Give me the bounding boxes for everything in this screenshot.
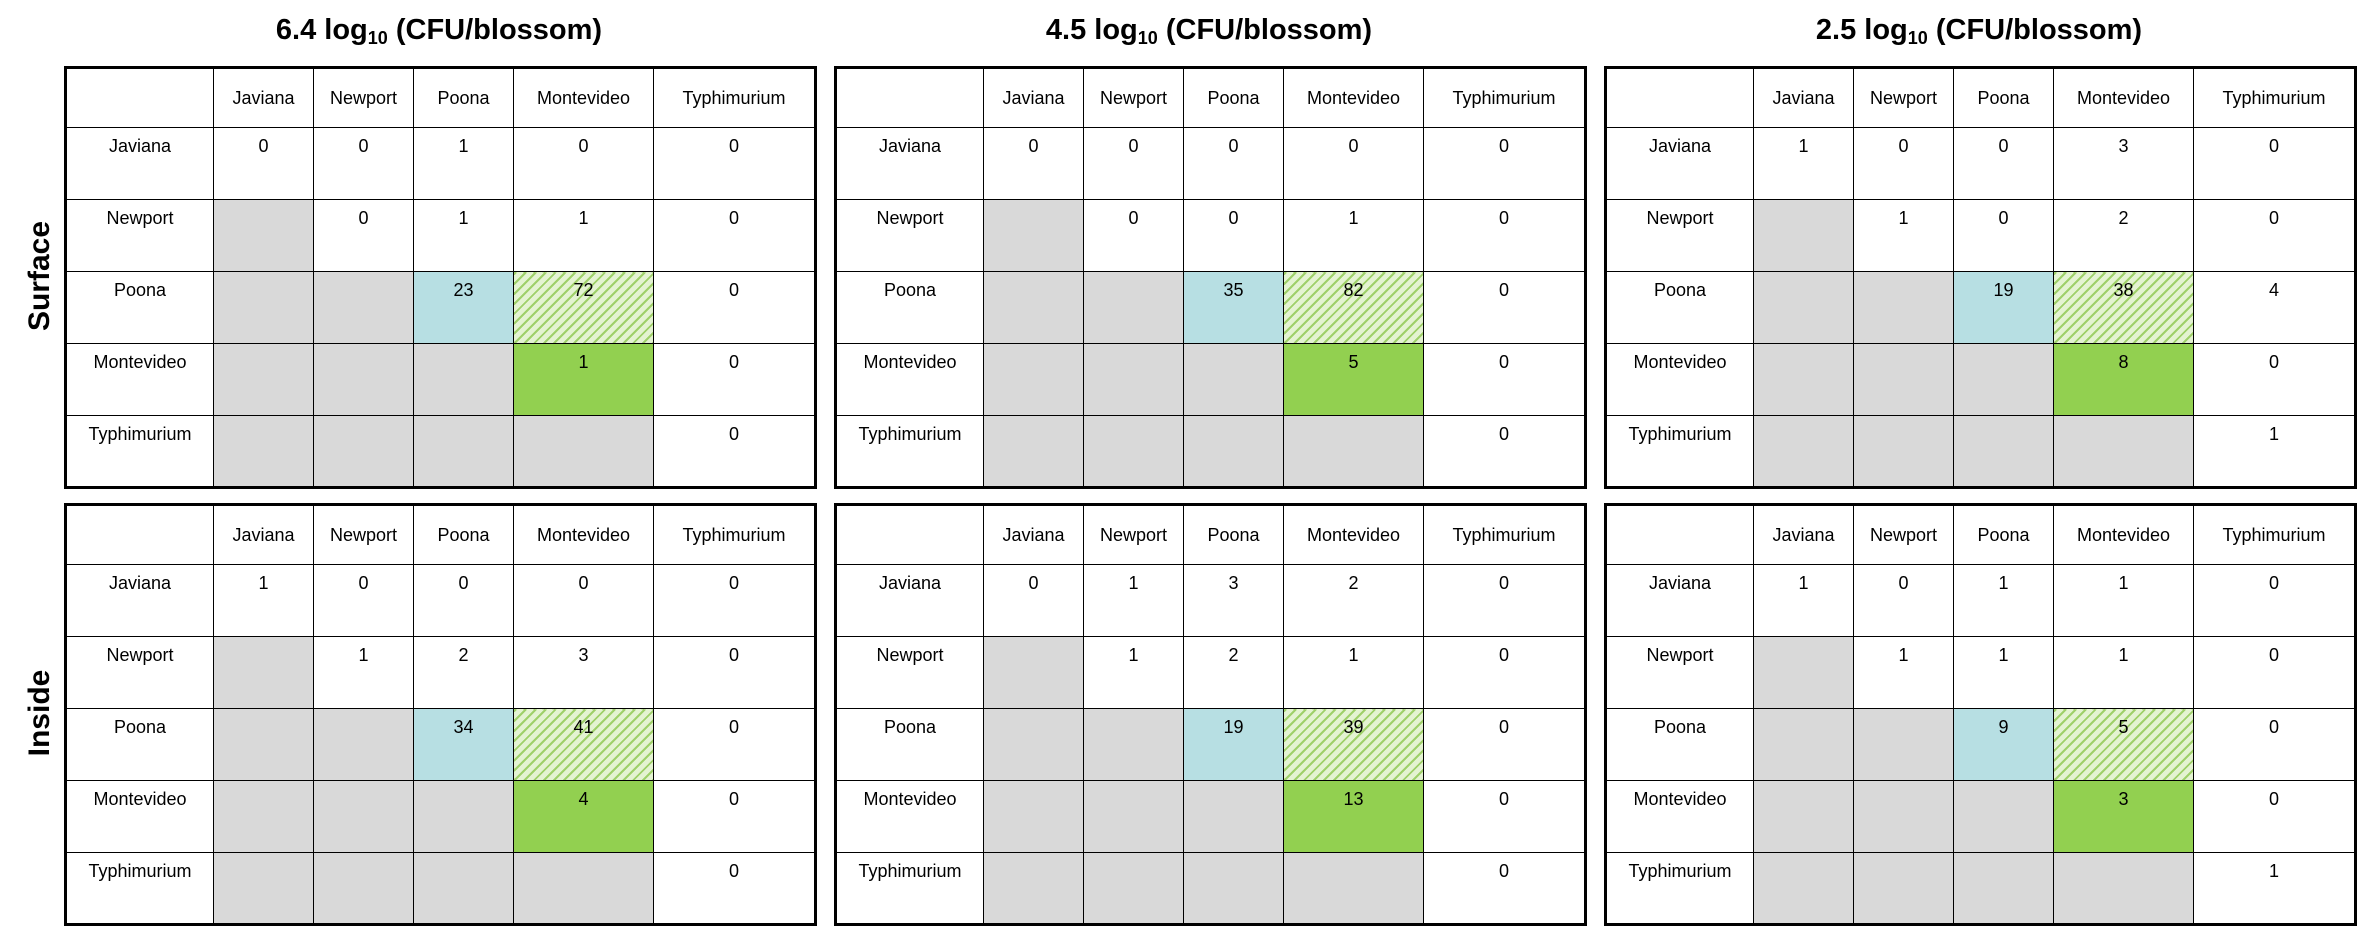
table-cell: 72 xyxy=(514,272,654,344)
table-row xyxy=(1606,781,2356,853)
table-cell: 0 xyxy=(2194,709,2356,781)
table-cell: 0 xyxy=(1424,200,1586,272)
table-row xyxy=(836,781,1586,853)
table-row xyxy=(66,272,816,344)
matrix-panel xyxy=(1604,503,2357,926)
table-cell: 0 xyxy=(654,565,816,637)
table-cell: 1 xyxy=(1084,565,1184,637)
row-header: Newport xyxy=(1606,200,1754,272)
table-cell: 3 xyxy=(514,637,654,709)
empty-cell xyxy=(1084,781,1184,853)
row-header: Montevideo xyxy=(836,344,984,416)
table-row xyxy=(836,128,1586,200)
empty-cell xyxy=(1084,709,1184,781)
table-row xyxy=(66,128,816,200)
table-cell: 0 xyxy=(654,272,816,344)
row-header: Javiana xyxy=(836,565,984,637)
row-header: Poona xyxy=(66,272,214,344)
empty-cell xyxy=(1754,344,1854,416)
table-cell: 2 xyxy=(1184,637,1284,709)
table-row xyxy=(1606,200,2356,272)
column-header: Typhimurium xyxy=(2194,505,2356,565)
table-cell: 0 xyxy=(1954,200,2054,272)
title-suffix: (CFU/blossom) xyxy=(387,14,603,46)
table-cell: 5 xyxy=(1284,344,1424,416)
empty-cell xyxy=(2054,853,2194,925)
empty-cell xyxy=(1754,416,1854,488)
column-header: Newport xyxy=(1854,68,1954,128)
table-cell: 4 xyxy=(514,781,654,853)
row-header: Montevideo xyxy=(1606,781,1754,853)
table-row xyxy=(1606,416,2356,488)
table-cell: 0 xyxy=(1084,128,1184,200)
table-row xyxy=(1606,709,2356,781)
corner-cell xyxy=(1606,68,1754,128)
empty-cell xyxy=(984,416,1084,488)
row-header: Poona xyxy=(66,709,214,781)
table-cell: 0 xyxy=(314,200,414,272)
column-header: Javiana xyxy=(1754,505,1854,565)
empty-cell xyxy=(984,709,1084,781)
row-header: Typhimurium xyxy=(836,416,984,488)
column-header: Javiana xyxy=(984,68,1084,128)
column-header: Typhimurium xyxy=(2194,68,2356,128)
row-header: Javiana xyxy=(66,128,214,200)
column-header: Newport xyxy=(1084,505,1184,565)
empty-cell xyxy=(1754,781,1854,853)
empty-cell xyxy=(214,637,314,709)
column-header: Typhimurium xyxy=(1424,505,1586,565)
empty-cell xyxy=(984,853,1084,925)
empty-cell xyxy=(1954,781,2054,853)
table-row xyxy=(836,272,1586,344)
table-cell: 23 xyxy=(414,272,514,344)
row-header: Poona xyxy=(1606,272,1754,344)
empty-cell xyxy=(1754,709,1854,781)
table-row xyxy=(836,853,1586,925)
matrix-panel xyxy=(64,503,817,926)
empty-cell xyxy=(1854,709,1954,781)
empty-cell xyxy=(314,853,414,925)
corner-cell xyxy=(1606,505,1754,565)
row-header: Montevideo xyxy=(66,344,214,416)
column-header: Newport xyxy=(314,68,414,128)
row-label-inside xyxy=(20,503,60,923)
empty-cell xyxy=(984,781,1084,853)
row-header: Typhimurium xyxy=(66,853,214,925)
corner-cell xyxy=(836,68,984,128)
empty-cell xyxy=(214,344,314,416)
table-cell: 0 xyxy=(654,416,816,488)
row-header: Poona xyxy=(836,709,984,781)
empty-cell xyxy=(1954,344,2054,416)
table-cell: 1 xyxy=(514,344,654,416)
table-cell: 9 xyxy=(1954,709,2054,781)
empty-cell xyxy=(514,853,654,925)
header-row xyxy=(836,68,1586,128)
table-cell: 1 xyxy=(2194,853,2356,925)
row-header: Montevideo xyxy=(66,781,214,853)
empty-cell xyxy=(1084,272,1184,344)
table-cell: 0 xyxy=(654,637,816,709)
table-cell: 34 xyxy=(414,709,514,781)
table-row xyxy=(66,853,816,925)
empty-cell xyxy=(2054,416,2194,488)
title-prefix: 4.5 log xyxy=(1045,14,1138,46)
empty-cell xyxy=(414,781,514,853)
table-row xyxy=(1606,128,2356,200)
table-cell: 0 xyxy=(984,565,1084,637)
table-cell: 39 xyxy=(1284,709,1424,781)
table-cell: 3 xyxy=(1184,565,1284,637)
table-cell: 0 xyxy=(1424,853,1586,925)
table-cell: 0 xyxy=(1424,344,1586,416)
column-header: Poona xyxy=(1954,505,2054,565)
row-label-text: Surface xyxy=(23,220,56,332)
empty-cell xyxy=(314,709,414,781)
table-row xyxy=(66,565,816,637)
table-row xyxy=(66,637,816,709)
row-header: Typhimurium xyxy=(1606,416,1754,488)
row-header: Newport xyxy=(66,637,214,709)
column-header: Montevideo xyxy=(2054,68,2194,128)
row-header: Typhimurium xyxy=(836,853,984,925)
empty-cell xyxy=(1854,344,1954,416)
table-cell: 1 xyxy=(414,200,514,272)
column-header: Poona xyxy=(414,505,514,565)
table-cell: 0 xyxy=(654,128,816,200)
empty-cell xyxy=(414,344,514,416)
table-cell: 1 xyxy=(2054,637,2194,709)
empty-cell xyxy=(1854,272,1954,344)
column-header: Javiana xyxy=(214,68,314,128)
row-header: Javiana xyxy=(66,565,214,637)
corner-cell xyxy=(66,68,214,128)
table-cell: 19 xyxy=(1184,709,1284,781)
table-cell: 1 xyxy=(1854,637,1954,709)
table-row xyxy=(1606,344,2356,416)
table-cell: 0 xyxy=(654,344,816,416)
table-row xyxy=(1606,637,2356,709)
table-cell: 3 xyxy=(2054,128,2194,200)
empty-cell xyxy=(1184,416,1284,488)
row-header: Newport xyxy=(66,200,214,272)
matrix-panel xyxy=(64,66,817,489)
table-cell: 0 xyxy=(1424,272,1586,344)
column-header: Javiana xyxy=(214,505,314,565)
table-cell: 1 xyxy=(514,200,654,272)
table-row xyxy=(1606,853,2356,925)
table-cell: 0 xyxy=(2194,200,2356,272)
column-header: Newport xyxy=(1084,68,1184,128)
matrix-panel xyxy=(834,503,1587,926)
table-cell: 0 xyxy=(2194,128,2356,200)
empty-cell xyxy=(414,416,514,488)
table-cell: 13 xyxy=(1284,781,1424,853)
table-row xyxy=(836,565,1586,637)
title-subscript: 10 xyxy=(1907,28,1928,48)
title-prefix: 6.4 log xyxy=(275,14,368,46)
empty-cell xyxy=(1754,637,1854,709)
empty-cell xyxy=(214,781,314,853)
empty-cell xyxy=(984,637,1084,709)
column-header: Montevideo xyxy=(1284,505,1424,565)
table-cell: 82 xyxy=(1284,272,1424,344)
header-row xyxy=(1606,68,2356,128)
row-header: Montevideo xyxy=(1606,344,1754,416)
row-header: Poona xyxy=(836,272,984,344)
table-row xyxy=(66,344,816,416)
column-header: Montevideo xyxy=(514,505,654,565)
table-cell: 0 xyxy=(984,128,1084,200)
table-cell: 0 xyxy=(654,781,816,853)
empty-cell xyxy=(1954,853,2054,925)
column-header: Typhimurium xyxy=(1424,68,1586,128)
table-cell: 1 xyxy=(1954,565,2054,637)
empty-cell xyxy=(1854,781,1954,853)
table-cell: 1 xyxy=(1284,200,1424,272)
table-row xyxy=(836,200,1586,272)
table-cell: 4 xyxy=(2194,272,2356,344)
column-header: Javiana xyxy=(984,505,1084,565)
row-label-surface xyxy=(20,66,60,486)
empty-cell xyxy=(1754,272,1854,344)
column-header: Poona xyxy=(1184,505,1284,565)
empty-cell xyxy=(514,416,654,488)
header-row xyxy=(66,505,816,565)
row-label-text: Inside xyxy=(23,669,56,757)
corner-cell xyxy=(836,505,984,565)
empty-cell xyxy=(1184,853,1284,925)
empty-cell xyxy=(1754,200,1854,272)
column-header: Montevideo xyxy=(2054,505,2194,565)
table-row xyxy=(66,781,816,853)
table-cell: 1 xyxy=(1754,128,1854,200)
table-cell: 1 xyxy=(214,565,314,637)
column-title xyxy=(834,8,1584,52)
row-header: Poona xyxy=(1606,709,1754,781)
header-row xyxy=(1606,505,2356,565)
empty-cell xyxy=(314,416,414,488)
table-cell: 19 xyxy=(1954,272,2054,344)
table-row xyxy=(836,344,1586,416)
title-prefix: 2.5 log xyxy=(1815,14,1908,46)
header-row xyxy=(66,68,816,128)
table-cell: 41 xyxy=(514,709,654,781)
empty-cell xyxy=(984,272,1084,344)
table-row xyxy=(836,416,1586,488)
table-cell: 3 xyxy=(2054,781,2194,853)
row-header: Typhimurium xyxy=(1606,853,1754,925)
column-header: Montevideo xyxy=(514,68,654,128)
table-cell: 35 xyxy=(1184,272,1284,344)
table-cell: 1 xyxy=(414,128,514,200)
table-cell: 0 xyxy=(1854,128,1954,200)
empty-cell xyxy=(1854,416,1954,488)
table-cell: 0 xyxy=(1084,200,1184,272)
empty-cell xyxy=(214,272,314,344)
column-header: Typhimurium xyxy=(654,505,816,565)
table-cell: 38 xyxy=(2054,272,2194,344)
empty-cell xyxy=(984,200,1084,272)
empty-cell xyxy=(1754,853,1854,925)
empty-cell xyxy=(414,853,514,925)
empty-cell xyxy=(214,200,314,272)
column-header: Javiana xyxy=(1754,68,1854,128)
table-row xyxy=(1606,565,2356,637)
row-header: Newport xyxy=(836,200,984,272)
table-cell: 0 xyxy=(2194,344,2356,416)
table-cell: 2 xyxy=(1284,565,1424,637)
empty-cell xyxy=(214,853,314,925)
table-cell: 0 xyxy=(1854,565,1954,637)
row-header: Javiana xyxy=(1606,128,1754,200)
table-cell: 0 xyxy=(314,565,414,637)
table-cell: 0 xyxy=(2194,637,2356,709)
table-cell: 0 xyxy=(2194,565,2356,637)
empty-cell xyxy=(314,272,414,344)
table-cell: 0 xyxy=(1424,128,1586,200)
column-header: Poona xyxy=(1954,68,2054,128)
table-cell: 0 xyxy=(1184,200,1284,272)
row-header: Javiana xyxy=(836,128,984,200)
matrix-panel xyxy=(1604,66,2357,489)
row-header: Typhimurium xyxy=(66,416,214,488)
table-row xyxy=(66,416,816,488)
table-cell: 1 xyxy=(1754,565,1854,637)
column-header: Typhimurium xyxy=(654,68,816,128)
empty-cell xyxy=(1084,344,1184,416)
table-cell: 0 xyxy=(2194,781,2356,853)
row-header: Newport xyxy=(836,637,984,709)
header-row xyxy=(836,505,1586,565)
column-header: Newport xyxy=(1854,505,1954,565)
empty-cell xyxy=(1854,853,1954,925)
table-cell: 1 xyxy=(1854,200,1954,272)
table-cell: 1 xyxy=(2194,416,2356,488)
title-suffix: (CFU/blossom) xyxy=(1157,14,1373,46)
empty-cell xyxy=(1084,416,1184,488)
column-header: Poona xyxy=(414,68,514,128)
table-cell: 0 xyxy=(514,128,654,200)
table-cell: 8 xyxy=(2054,344,2194,416)
corner-cell xyxy=(66,505,214,565)
table-cell: 2 xyxy=(414,637,514,709)
empty-cell xyxy=(984,344,1084,416)
table-cell: 1 xyxy=(1954,637,2054,709)
table-cell: 1 xyxy=(314,637,414,709)
table-cell: 0 xyxy=(654,709,816,781)
table-cell: 1 xyxy=(1284,637,1424,709)
table-cell: 0 xyxy=(314,128,414,200)
empty-cell xyxy=(214,709,314,781)
column-header: Montevideo xyxy=(1284,68,1424,128)
title-subscript: 10 xyxy=(367,28,388,48)
empty-cell xyxy=(214,416,314,488)
empty-cell xyxy=(1184,781,1284,853)
row-header: Newport xyxy=(1606,637,1754,709)
table-row xyxy=(836,637,1586,709)
table-cell: 0 xyxy=(1424,565,1586,637)
empty-cell xyxy=(1084,853,1184,925)
table-cell: 1 xyxy=(1084,637,1184,709)
table-cell: 0 xyxy=(514,565,654,637)
empty-cell xyxy=(314,781,414,853)
table-cell: 0 xyxy=(654,853,816,925)
row-header: Montevideo xyxy=(836,781,984,853)
matrix-panel xyxy=(834,66,1587,489)
empty-cell xyxy=(314,344,414,416)
table-cell: 0 xyxy=(1954,128,2054,200)
empty-cell xyxy=(1184,344,1284,416)
table-row xyxy=(836,709,1586,781)
table-row xyxy=(66,200,816,272)
column-title xyxy=(64,8,814,52)
title-suffix: (CFU/blossom) xyxy=(1927,14,2143,46)
column-title xyxy=(1604,8,2354,52)
column-header: Poona xyxy=(1184,68,1284,128)
table-cell: 1 xyxy=(2054,565,2194,637)
title-subscript: 10 xyxy=(1137,28,1158,48)
column-header: Newport xyxy=(314,505,414,565)
table-cell: 0 xyxy=(1424,637,1586,709)
empty-cell xyxy=(1284,853,1424,925)
table-cell: 2 xyxy=(2054,200,2194,272)
empty-cell xyxy=(1284,416,1424,488)
table-cell: 0 xyxy=(1284,128,1424,200)
table-row xyxy=(66,709,816,781)
table-cell: 0 xyxy=(214,128,314,200)
table-cell: 0 xyxy=(414,565,514,637)
table-cell: 0 xyxy=(654,200,816,272)
table-cell: 5 xyxy=(2054,709,2194,781)
table-cell: 0 xyxy=(1424,709,1586,781)
table-cell: 0 xyxy=(1184,128,1284,200)
table-cell: 0 xyxy=(1424,416,1586,488)
table-row xyxy=(1606,272,2356,344)
row-header: Javiana xyxy=(1606,565,1754,637)
empty-cell xyxy=(1954,416,2054,488)
table-cell: 0 xyxy=(1424,781,1586,853)
